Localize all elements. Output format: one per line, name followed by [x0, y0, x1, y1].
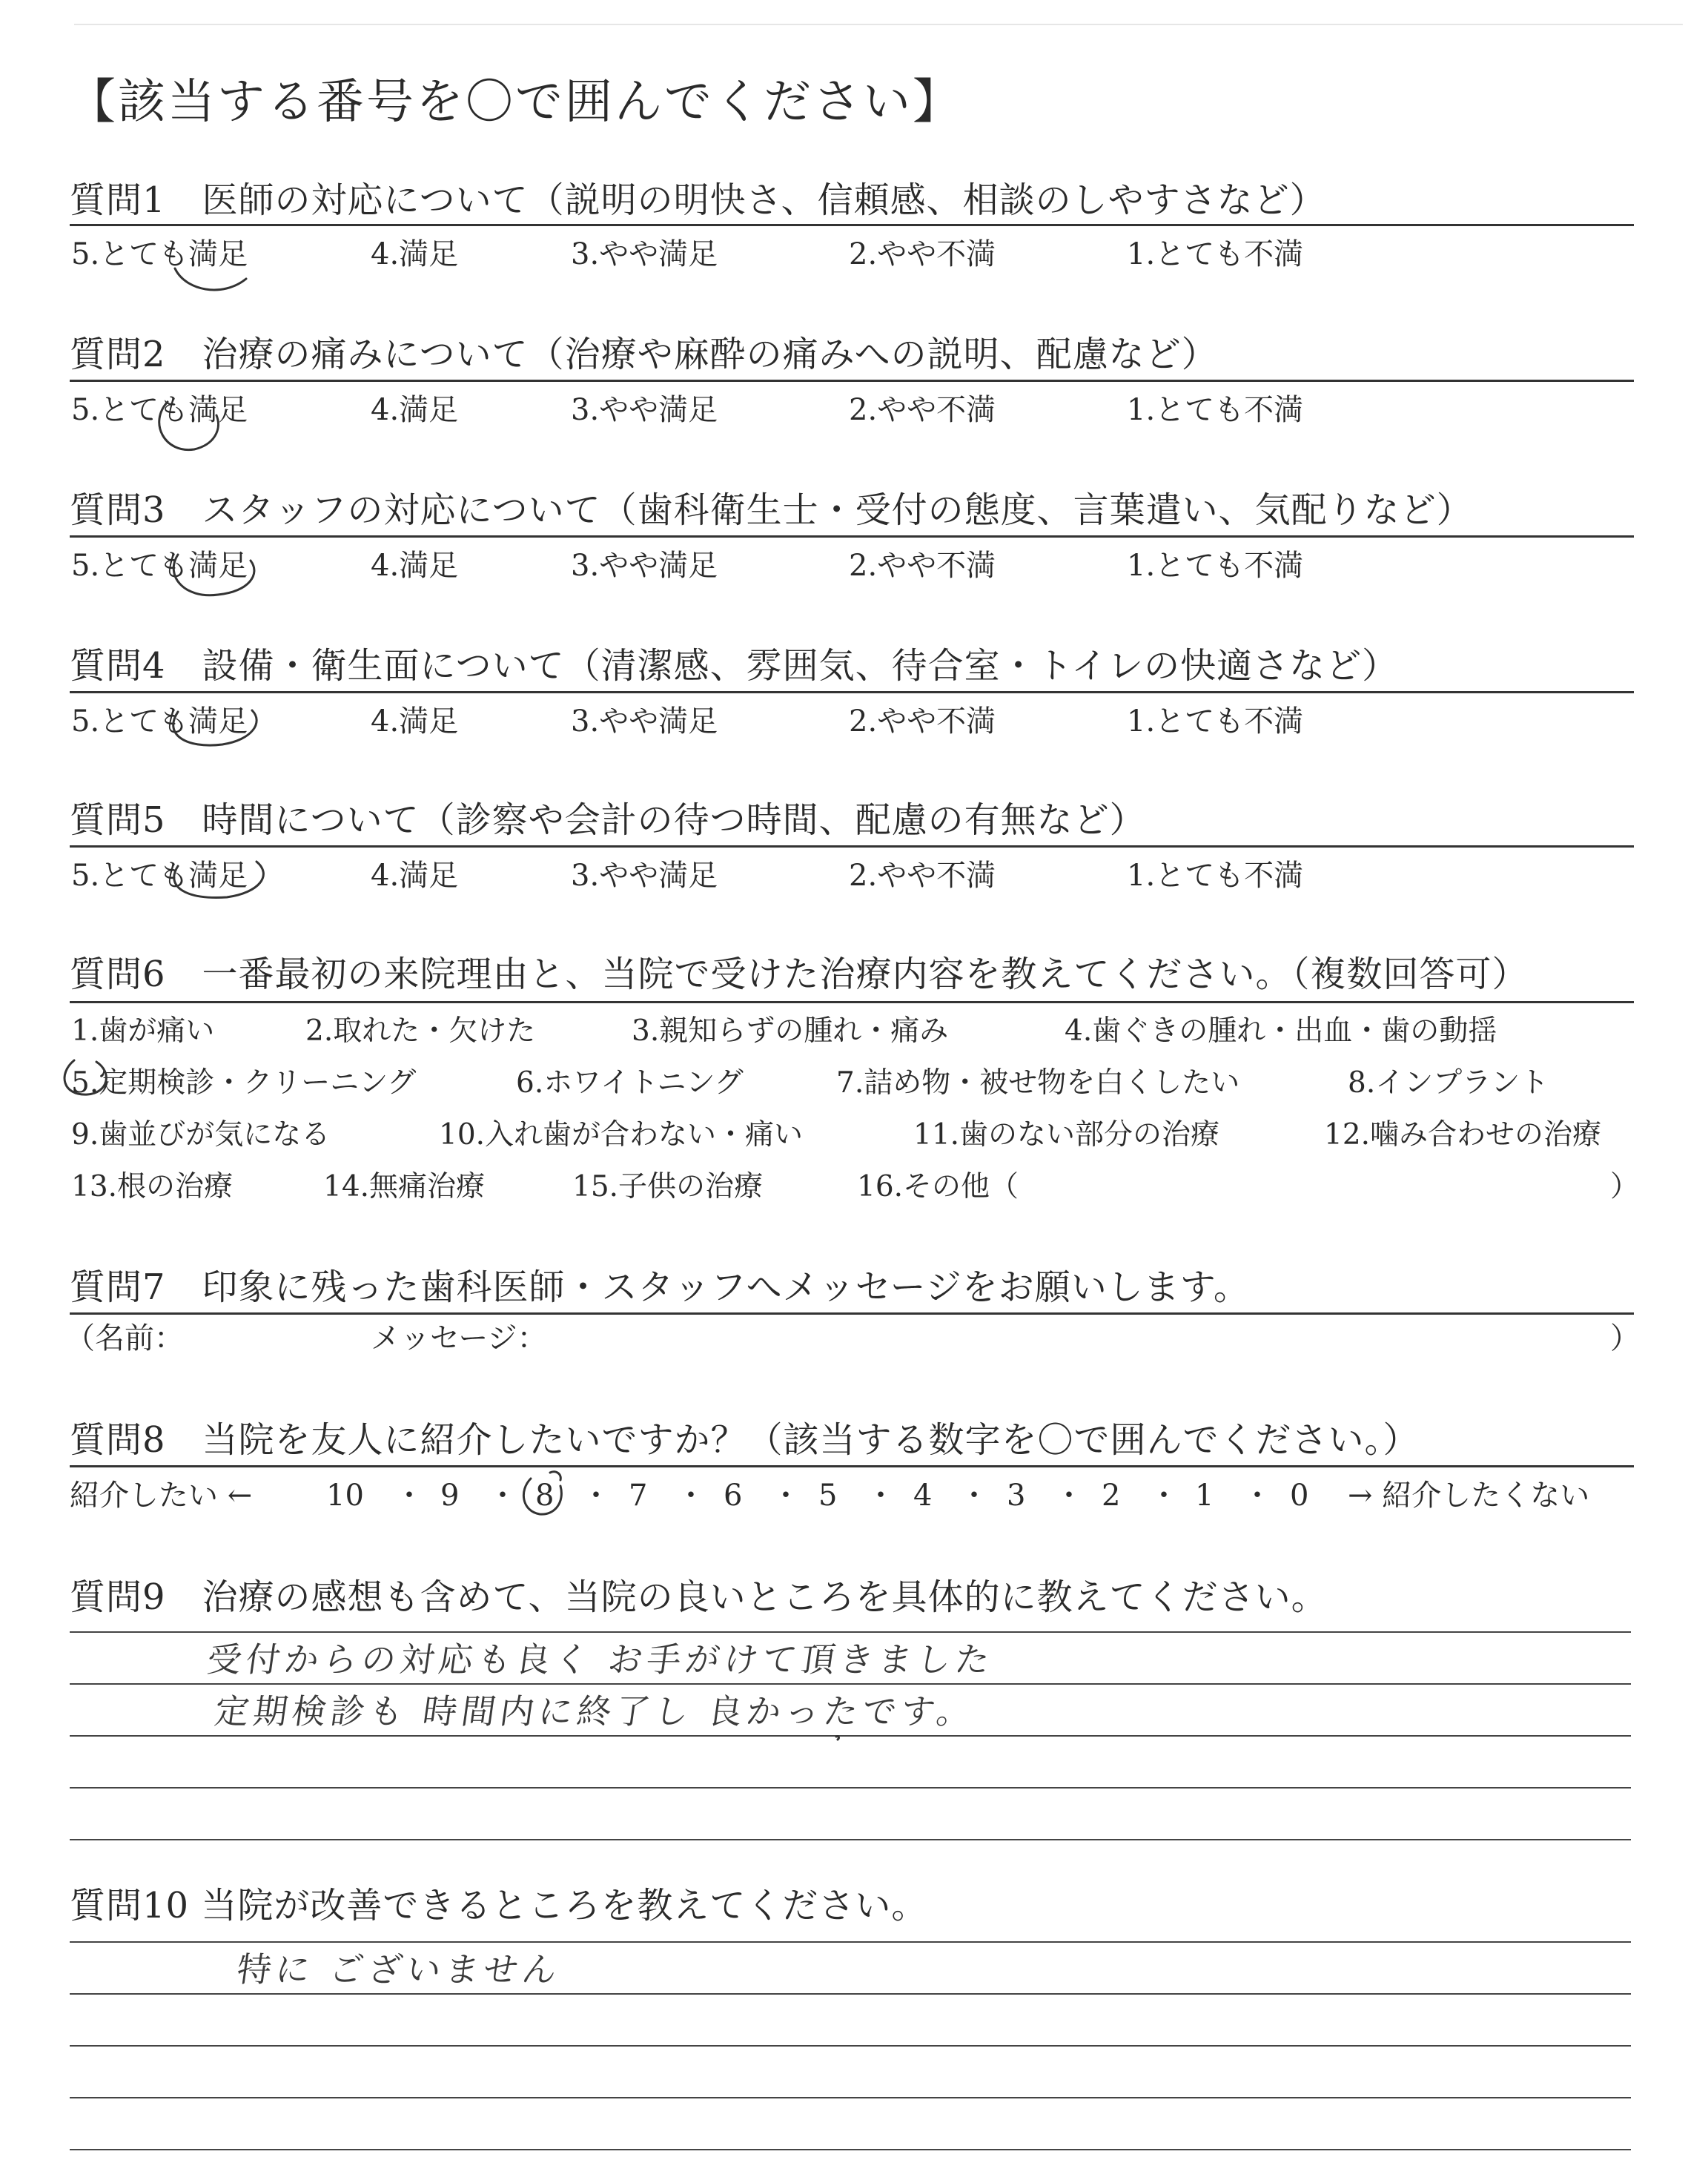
question-3-title: 質問3 スタッフの対応について（歯科衛生士・受付の態度、言葉遣い、気配りなど）	[70, 489, 1473, 531]
q6-option-4[interactable]: 4.歯ぐきの腫れ・出血・歯の動揺	[1065, 1014, 1497, 1048]
q10-writing-line	[70, 2149, 1631, 2150]
q6-other-close-paren: ）	[1610, 1170, 1640, 1203]
q5-option-2[interactable]: 2.やや不満	[849, 859, 996, 893]
q8-sep: ・	[1242, 1479, 1272, 1513]
q3-option-1[interactable]: 1.とても不満	[1127, 549, 1304, 583]
q2-option-4[interactable]: 4.満足	[371, 393, 459, 427]
question-1-rule	[70, 224, 1634, 226]
q10-handwritten-line-1[interactable]: 特に ございません	[234, 1949, 564, 1989]
q8-right-label: → 紹介したくない	[1348, 1479, 1590, 1513]
q1-option-2[interactable]: 2.やや不満	[849, 237, 996, 271]
q2-option-2[interactable]: 2.やや不満	[849, 393, 996, 427]
q3-option-3[interactable]: 3.やや満足	[571, 549, 718, 583]
q8-scale-1[interactable]: 1	[1195, 1479, 1214, 1513]
q6-option-5[interactable]: 5.定期検診・クリーニング	[71, 1066, 417, 1100]
q3-option-4[interactable]: 4.満足	[371, 549, 459, 583]
q8-sep: ・	[394, 1479, 424, 1513]
q1-option-3[interactable]: 3.やや満足	[571, 237, 718, 271]
q7-close-paren: ）	[1610, 1321, 1640, 1355]
q1-option-1[interactable]: 1.とても不満	[1127, 237, 1304, 271]
q1-option-4[interactable]: 4.満足	[371, 237, 459, 271]
q8-sep: ・	[581, 1479, 611, 1513]
q3-option-2[interactable]: 2.やや不満	[849, 549, 996, 583]
q6-option-2[interactable]: 2.取れた・欠けた	[305, 1014, 536, 1048]
q6-option-14[interactable]: 14.無痛治療	[323, 1170, 486, 1203]
q8-scale-7[interactable]: 7	[629, 1479, 648, 1513]
page-header: 【該当する番号を〇で囲んでください】	[68, 75, 962, 130]
q9-handwritten-line-1[interactable]: 受付からの対応も良く お手がけて頂きました	[205, 1639, 997, 1680]
q2-option-5[interactable]: 5.とても満足	[71, 393, 248, 427]
q6-option-11[interactable]: 11.歯のない部分の治療	[913, 1118, 1220, 1152]
q8-scale-4[interactable]: 4	[913, 1479, 933, 1513]
q8-scale-6[interactable]: 6	[724, 1479, 743, 1513]
q5-option-4[interactable]: 4.満足	[371, 859, 459, 893]
q9-handwritten-line-2[interactable]: 定期検診も 時間内に終了し 良かったです。	[212, 1691, 979, 1731]
q8-scale-8[interactable]: 8	[535, 1479, 555, 1513]
q4-option-1[interactable]: 1.とても不満	[1127, 704, 1304, 739]
q6-option-10[interactable]: 10.入れ歯が合わない・痛い	[439, 1118, 804, 1152]
q10-writing-line	[70, 2045, 1631, 2047]
q6-option-15[interactable]: 15.子供の治療	[572, 1170, 764, 1203]
q8-sep: ・	[866, 1479, 896, 1513]
q8-sep: ・	[488, 1479, 517, 1513]
question-1-title: 質問1 医師の対応について（説明の明快さ、信頼感、相談のしやすさなど）	[70, 179, 1326, 221]
q10-writing-line	[70, 2097, 1631, 2098]
q8-sep: ・	[771, 1479, 801, 1513]
q5-option-3[interactable]: 3.やや満足	[571, 859, 718, 893]
q6-option-7[interactable]: 7.詰め物・被せ物を白くしたい	[836, 1066, 1240, 1100]
q8-sep: ・	[1149, 1479, 1179, 1513]
question-4-rule	[70, 691, 1634, 693]
question-10-title: 質問10 当院が改善できるところを教えてください。	[70, 1885, 928, 1926]
question-3-rule	[70, 535, 1634, 538]
top-border	[74, 24, 1683, 25]
question-4-title: 質問4 設備・衛生面について（清潔感、雰囲気、待合室・トイレの快適さなど）	[70, 645, 1399, 687]
q6-option-13[interactable]: 13.根の治療	[71, 1170, 234, 1203]
q8-left-label: 紹介したい ←	[70, 1479, 253, 1513]
q9-full-stop	[836, 1736, 838, 1740]
q8-scale-5[interactable]: 5	[818, 1479, 838, 1513]
q1-option-5[interactable]: 5.とても満足	[71, 237, 248, 271]
q6-option-3[interactable]: 3.親知らずの腫れ・痛み	[632, 1014, 949, 1048]
question-6-title: 質問6 一番最初の来院理由と、当院で受けた治療内容を教えてください。（複数回答可）	[70, 954, 1529, 995]
q6-option-8[interactable]: 8.インプラント	[1348, 1066, 1549, 1100]
q5-option-5[interactable]: 5.とても満足	[71, 859, 248, 893]
q8-sep: ・	[1054, 1479, 1084, 1513]
q2-option-3[interactable]: 3.やや満足	[571, 393, 718, 427]
question-9-title: 質問9 治療の感想も含めて、当院の良いところを具体的に教えてください。	[70, 1576, 1328, 1618]
question-5-title: 質問5 時間について（診察や会計の待つ時間、配慮の有無など）	[70, 799, 1146, 841]
question-7-rule	[70, 1312, 1634, 1315]
q6-option-1[interactable]: 1.歯が痛い	[71, 1014, 215, 1048]
q6-option-12[interactable]: 12.噛み合わせの治療	[1324, 1118, 1602, 1152]
q8-scale-2[interactable]: 2	[1102, 1479, 1121, 1513]
q6-option-16[interactable]: 16.その他（	[857, 1170, 1019, 1203]
question-6-rule	[70, 1001, 1634, 1003]
q4-option-5[interactable]: 5.とても満足	[71, 704, 248, 739]
q4-option-2[interactable]: 2.やや不満	[849, 704, 996, 739]
q8-scale-3[interactable]: 3	[1007, 1479, 1026, 1513]
q2-option-1[interactable]: 1.とても不満	[1127, 393, 1304, 427]
q4-option-3[interactable]: 3.やや満足	[571, 704, 718, 739]
question-8-title: 質問8 当院を友人に紹介したいですか？（該当する数字を〇で囲んでください。）	[70, 1419, 1420, 1461]
q9-writing-line	[70, 1683, 1631, 1685]
question-5-rule	[70, 845, 1634, 848]
q4-option-4[interactable]: 4.満足	[371, 704, 459, 739]
q10-writing-line	[70, 1941, 1631, 1943]
question-2-title: 質問2 治療の痛みについて（治療や麻酔の痛みへの説明、配慮など）	[70, 334, 1218, 375]
q3-option-5[interactable]: 5.とても満足	[71, 549, 248, 583]
q6-option-9[interactable]: 9.歯並びが気になる	[71, 1118, 331, 1152]
q9-writing-line	[70, 1839, 1631, 1840]
q9-writing-line	[70, 1631, 1631, 1633]
q9-writing-line	[70, 1787, 1631, 1789]
q10-writing-line	[70, 1993, 1631, 1995]
q7-message-label: メッセージ：	[371, 1321, 547, 1355]
q7-name-label: （名前：	[65, 1321, 184, 1355]
q5-option-1[interactable]: 1.とても不満	[1127, 859, 1304, 893]
q9-writing-line	[70, 1735, 1631, 1737]
question-2-rule	[70, 380, 1634, 382]
q8-scale-0[interactable]: 0	[1290, 1479, 1309, 1513]
question-8-rule	[70, 1465, 1634, 1467]
q8-sep: ・	[676, 1479, 706, 1513]
q6-option-6[interactable]: 6.ホワイトニング	[516, 1066, 744, 1100]
q8-scale-9[interactable]: 9	[440, 1479, 460, 1513]
question-7-title: 質問7 印象に残った歯科医師・スタッフへメッセージをお願いします。	[70, 1266, 1250, 1308]
q8-scale-10[interactable]: 10	[326, 1479, 364, 1513]
q8-sep: ・	[959, 1479, 989, 1513]
